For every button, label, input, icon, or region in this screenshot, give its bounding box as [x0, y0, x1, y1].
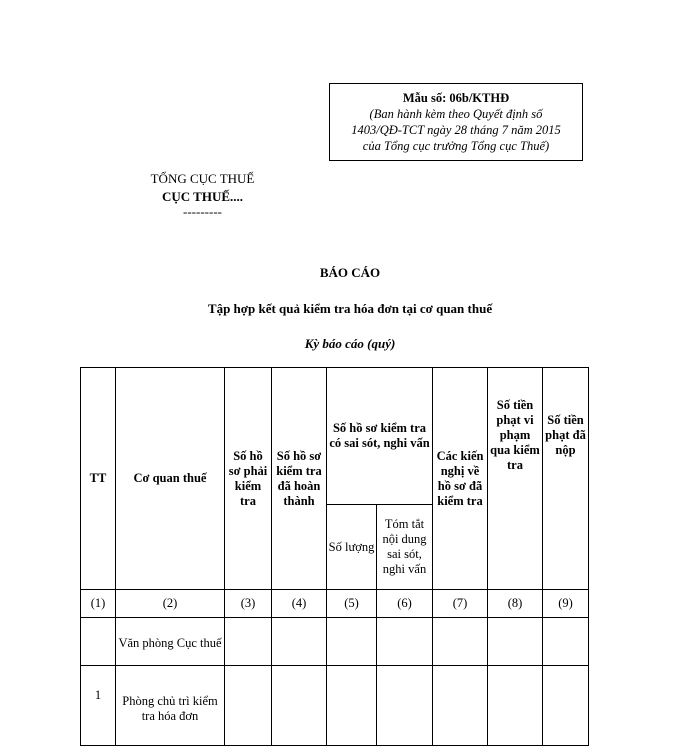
table-cell [377, 666, 433, 746]
agency-parent: TỔNG CỤC THUẾ [150, 171, 255, 186]
column-number: (6) [377, 590, 433, 618]
header-summary: Tóm tắt nội dung sai sót, nghi vấn [377, 505, 433, 590]
report-period: Kỳ báo cáo (quý) [304, 336, 396, 351]
column-number: (4) [272, 590, 327, 618]
table-cell [543, 618, 589, 666]
form-code: Mẫu số: 06b/KTHĐ [402, 91, 510, 105]
report-title: BÁO CÁO [319, 265, 381, 280]
report-table [80, 367, 589, 746]
form-issuance-line-2: 1403/QĐ-TCT ngày 28 tháng 7 năm 2015 [351, 123, 561, 137]
form-issuance-line-1: (Ban hành kèm theo Quyết định số [369, 107, 543, 121]
agency-header [120, 170, 285, 218]
report-subtitle: Tập hợp kết quả kiểm tra hóa đơn tại cơ quan thuế [207, 301, 493, 316]
table-cell [543, 666, 589, 746]
table-cell [377, 618, 433, 666]
column-number: (1) [81, 590, 116, 618]
header-recommendations: Các kiến nghị về hồ sơ đã kiểm tra [433, 368, 488, 590]
table-cell [488, 666, 543, 746]
column-number: (9) [543, 590, 589, 618]
table-cell [225, 666, 272, 746]
table-cell [327, 618, 377, 666]
row-tt [81, 618, 116, 666]
agency-divider: --------- [183, 204, 222, 219]
header-completed: Số hồ sơ kiểm tra đã hoàn thành [272, 368, 327, 590]
column-number: (8) [488, 590, 543, 618]
header-agency: Cơ quan thuế [116, 368, 225, 590]
header-errors-group: Số hồ sơ kiểm tra có sai sót, nghi vấn [327, 368, 433, 505]
table-cell [433, 618, 488, 666]
header-must-check: Số hồ sơ phải kiểm tra [225, 368, 272, 590]
row-agency: Văn phòng Cục thuế [116, 618, 225, 666]
table-cell [225, 618, 272, 666]
table-cell [272, 666, 327, 746]
form-issuance-line-3: của Tổng cục trưởng Tổng cục Thuế) [362, 139, 550, 153]
header-penalty: Số tiền phạt vi phạm qua kiểm tra [488, 368, 543, 590]
table-cell [327, 666, 377, 746]
table-cell [272, 618, 327, 666]
column-number: (3) [225, 590, 272, 618]
row-agency: Phòng chủ trì kiểm tra hóa đơn [116, 666, 225, 746]
table-cell [433, 666, 488, 746]
form-code-box [329, 83, 583, 161]
column-number: (2) [116, 590, 225, 618]
column-number: (5) [327, 590, 377, 618]
header-paid: Số tiền phạt đã nộp [543, 368, 589, 590]
header-count: Số lượng [327, 505, 377, 590]
row-tt: 1 [81, 666, 116, 746]
column-number: (7) [433, 590, 488, 618]
table-row [81, 618, 589, 666]
agency-name: CỤC THUẾ.... [161, 189, 244, 204]
header-tt: TT [81, 368, 116, 590]
table-cell [488, 618, 543, 666]
table-row [81, 666, 589, 746]
